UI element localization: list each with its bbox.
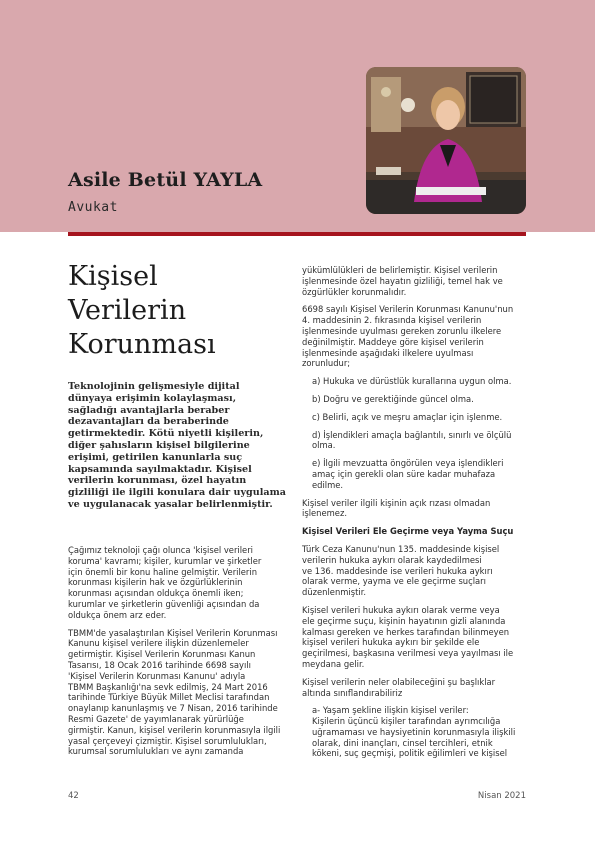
text-line: işlenmesinde uyulması gereken zorunlu ilkelere bbox=[302, 325, 502, 336]
text-line: uğramaması ve haysiyetinin korunmasıyla ilişkili bbox=[312, 726, 516, 737]
lead-line: gizliliği ile ilgili konulara dair uygulama bbox=[68, 487, 286, 499]
text-line: işlenmesinde özel hayatın gizliliği, temel hak ve bbox=[302, 275, 503, 286]
paragraph bbox=[302, 605, 530, 670]
text-line: işlenemez. bbox=[302, 508, 347, 519]
text-line: TBMM'de yasalaştırılan Kişisel Verilerin Korunması bbox=[68, 627, 278, 638]
lead-line: ve uygulanacak yasalar belirlenmiştir. bbox=[68, 498, 273, 510]
lead-line: dezavantajları da beraberinde bbox=[68, 416, 229, 428]
text-line: altında sınıflandırabiliriz bbox=[302, 687, 403, 698]
text-line: girmiştir. Kanun, kişisel verilerin korunmasıyla ilgili bbox=[68, 724, 281, 735]
body-column-left bbox=[68, 545, 296, 757]
text-line: Tasarısı, 18 Ocak 2016 tarihinde 6698 sayılı bbox=[68, 659, 251, 670]
text-line: özgürlükler korunmalıdır. bbox=[302, 286, 407, 297]
paragraph bbox=[68, 628, 296, 758]
author-role: Avukat bbox=[68, 200, 118, 215]
lead-line: diğer şahısların kişisel bilgilerine bbox=[68, 439, 250, 451]
section-subheading: Kişisel Verileri Ele Geçirme veya Yayma Suçu bbox=[302, 526, 514, 537]
paragraph bbox=[302, 544, 530, 598]
text-line: verilerin hukuka aykırı olarak kaydedilmesi bbox=[302, 554, 482, 565]
text-line: olarak verme, yayma ve ele geçirme suçları bbox=[302, 576, 486, 587]
text-line: kökeni, suç geçmişi, politik eğilimleri ve kişisel bbox=[312, 748, 508, 759]
text-line: tarihinde Türkiye Büyük Millet Meclisi tarafından bbox=[68, 692, 270, 703]
text-line: Kanunu kişisel verilere ilişkin düzenlemeler bbox=[68, 638, 249, 649]
paragraph bbox=[302, 265, 530, 297]
text-line: Türk Ceza Kanunu'nun 135. maddesinde kişisel bbox=[302, 543, 500, 554]
paragraph bbox=[302, 498, 530, 520]
text-line: değinilmiştir. Maddeye göre kişisel verilerin bbox=[302, 336, 484, 347]
lead-line: kapsamında sayılmaktadır. Kişisel bbox=[68, 463, 252, 475]
text-line: olma. bbox=[312, 440, 336, 451]
paragraph bbox=[302, 677, 530, 699]
text-line: a) Hukuka ve dürüstlük kurallarına uygun olma. bbox=[312, 376, 512, 387]
text-line: Kişisel veriler ilgili kişinin açık rızası olmadan bbox=[302, 497, 491, 508]
principle-item bbox=[302, 412, 530, 423]
title-line: Verilerin bbox=[68, 295, 187, 326]
text-line: e) İlgili mevzuatta öngörülen veya işlendikleri bbox=[312, 458, 504, 469]
text-line: kalması gereken ve herkes tarafından bilinmeyen bbox=[302, 626, 510, 637]
text-line: zorunludur; bbox=[302, 358, 351, 369]
text-line: işlenmesinde aşağıdaki ilkelere uyulması bbox=[302, 347, 474, 358]
text-line: Kişisel verilerin neler olabileceğini şu başlıklar bbox=[302, 676, 496, 687]
text-line: a- Yaşam şekline ilişkin kişisel veriler: bbox=[312, 705, 469, 716]
paragraph bbox=[68, 545, 296, 621]
lead-line: Teknolojinin gelişmesiyle dijital bbox=[68, 381, 240, 392]
paragraph bbox=[302, 304, 530, 369]
text-line: yükümlülükleri de belirlemiştir. Kişisel verilerin bbox=[302, 265, 498, 275]
page-number: 42 bbox=[68, 791, 79, 801]
principle-item bbox=[302, 376, 530, 387]
lead-paragraph bbox=[68, 381, 294, 511]
text-line: d) İşlendikleri amaçla bağlantılı, sınırlı ve ölçülü bbox=[312, 429, 512, 440]
text-line: c) Belirli, açık ve meşru amaçlar için işlenme. bbox=[312, 411, 503, 422]
principle-item bbox=[302, 458, 530, 490]
text-line: için önemli bir konu haline gelmiştir. Verilerin bbox=[68, 566, 258, 577]
text-line: meydana gelir. bbox=[302, 658, 365, 669]
lead-line: dünyaya erişimin kolaylaşması, bbox=[68, 392, 237, 404]
text-line: kurumlar ve şirketlerin güvenliği açısından da bbox=[68, 598, 260, 609]
article-title bbox=[68, 260, 216, 362]
lead-line: erişimi, getirilen kanunlarla suç bbox=[68, 451, 243, 463]
text-line: amaç için gerekli olan süre kadar muhafaza bbox=[312, 468, 496, 479]
text-line: ve 136. maddesinde ise verileri hukuka aykırı bbox=[302, 565, 493, 576]
text-line: Kişilerin üçüncü kişiler tarafından ayrımcılığa bbox=[312, 716, 501, 727]
text-line: Çağımız teknoloji çağı olunca 'kişisel verileri bbox=[68, 545, 253, 555]
text-line: kurumsal sorumlulukları ve aynı zamanda bbox=[68, 746, 244, 757]
text-line: düzenlenmiştir. bbox=[302, 587, 367, 598]
issue-date: Nisan 2021 bbox=[477, 791, 526, 801]
lead-line: verilerin korunması, özel hayatın bbox=[68, 475, 247, 487]
lead-line: getirmektedir. Kötü niyetli kişilerin, bbox=[68, 428, 264, 440]
text-line: b) Doğru ve gerektiğinde güncel olma. bbox=[312, 393, 474, 404]
title-line: Korunması bbox=[68, 329, 216, 360]
author-name: Asile Betül YAYLA bbox=[68, 169, 263, 191]
text-line: koruma' kavramı; kişiler, kurumlar ve şirketler bbox=[68, 555, 262, 566]
body-column-right bbox=[302, 265, 530, 759]
text-line: 6698 sayılı Kişisel Verilerin Korunması Kanunu'nun bbox=[302, 304, 514, 315]
text-line: getirmiştir. Kişisel Verilerin Korunması Kanun bbox=[68, 649, 256, 660]
principle-item bbox=[302, 430, 530, 452]
text-line: yasal çerçeveyi çizmiştir. Kişisel sorumlulukları, bbox=[68, 735, 267, 746]
text-line: edilme. bbox=[312, 479, 344, 490]
principle-item bbox=[302, 394, 530, 405]
text-line: Resmi Gazete' de yayımlanarak yürürlüğe bbox=[68, 713, 244, 724]
text-line: olarak, dini inançları, cinsel tercihleri, etnik bbox=[312, 737, 493, 748]
title-line: Kişisel bbox=[68, 261, 158, 292]
text-line: onaylanıp kanunlaşmış ve 7 Nisan, 2016 tarihinde bbox=[68, 703, 278, 714]
lead-line: sağladığı avantajlarla beraber bbox=[68, 404, 230, 416]
header-divider bbox=[68, 232, 526, 236]
paragraph bbox=[302, 705, 530, 759]
text-line: TBMM Başkanlığı'na sevk edilmiş, 24 Mart 2016 bbox=[68, 681, 268, 692]
text-line: 4. maddesinin 2. fıkrasında kişisel verilerin bbox=[302, 315, 482, 326]
text-line: korunması açısından oldukça önemli iken; bbox=[68, 588, 244, 599]
text-line: oldukça önem arz eder. bbox=[68, 609, 167, 620]
text-line: kişisel verileri hukuka aykırı bir şekilde ele bbox=[302, 637, 480, 648]
text-line: ele geçirme suçu, kişinin hayatının gizli alanında bbox=[302, 615, 506, 626]
text-line: korunması kişilerin hak ve özgürlüklerinin bbox=[68, 577, 243, 588]
author-photo bbox=[366, 67, 526, 214]
text-line: Kişisel verileri hukuka aykırı olarak verme veya bbox=[302, 604, 500, 615]
text-line: 'Kişisel Verilerin Korunması Kanunu' adıyla bbox=[68, 670, 246, 681]
text-line: geçirilmesi, başkasına verilmesi veya yayılması ile bbox=[302, 648, 514, 659]
